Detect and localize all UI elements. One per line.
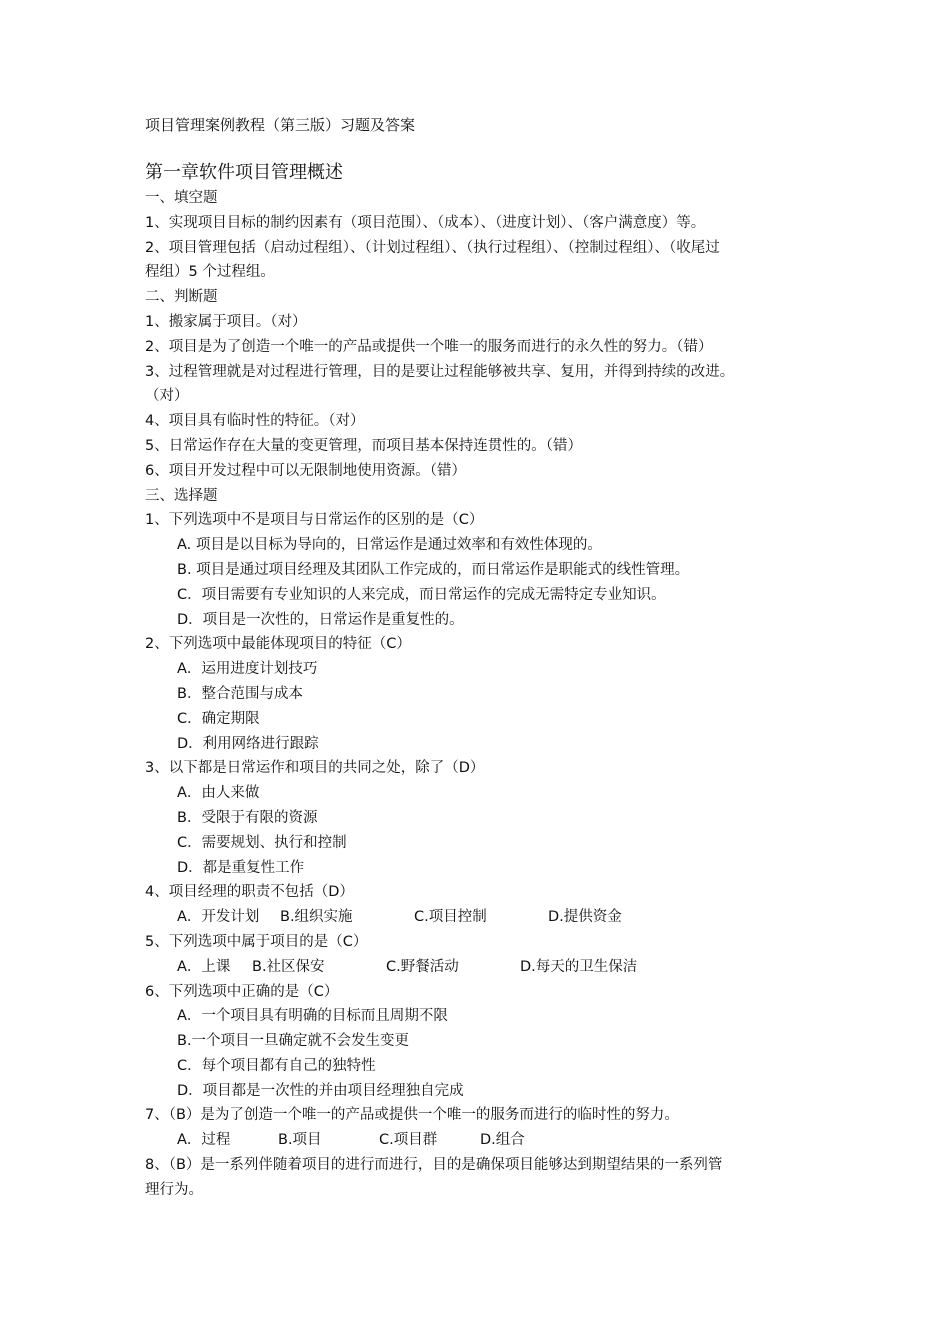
choice-q1-option-c: C．项目需要有专业知识的人来完成，而日常运作的完成无需特定专业知识。 — [177, 586, 666, 603]
choice-q2-option-a: A．运用进度计划技巧 — [177, 661, 318, 678]
choice-q3-option-d: D．都是重复性工作 — [177, 859, 305, 876]
document-title: 项目管理案例教程（第三版）习题及答案 — [145, 116, 416, 134]
choice-q7-stem: 7、（B）是为了创造一个唯一的产品或提供一个唯一的服务而进行的临时性的努力。 — [145, 1107, 679, 1124]
choice-q7-options — [145, 1128, 820, 1153]
choice-q3-option-c: C．需要规划、执行和控制 — [177, 834, 347, 851]
choice-q1-option-d: D．项目是一次性的，日常运作是重复性的。 — [177, 611, 464, 628]
true-false-q1: 1、搬家属于项目。（对） — [145, 313, 307, 330]
choice-q3-option-a: A．由人来做 — [177, 785, 260, 802]
section-heading-fill-blank: 一、填空题 — [145, 190, 218, 206]
choice-q3-option-b: B．受限于有限的资源 — [177, 809, 318, 826]
fill-blank-q2-line2: 程组）5 个过程组。 — [145, 264, 275, 281]
choice-q5-option-d: D.每天的卫生保洁 — [520, 958, 638, 975]
choice-q4-options — [145, 905, 820, 930]
section-heading-true-false: 二、判断题 — [145, 289, 218, 306]
choice-q5-option-b: B.社区保安 — [252, 958, 325, 975]
choice-q5-options — [145, 955, 820, 980]
choice-q2-option-c: C．确定期限 — [177, 710, 260, 727]
choice-q4-option-b: B.组织实施 — [280, 909, 353, 926]
choice-q3-stem: 3、以下都是日常运作和项目的共同之处，除了（D） — [145, 760, 485, 777]
choice-q4-option-d: D.提供资金 — [548, 909, 622, 926]
choice-q4-option-c: C.项目控制 — [414, 909, 487, 926]
choice-q2-option-d: D．利用网络进行跟踪 — [177, 735, 319, 752]
choice-q6-option-d: D．项目都是一次性的并由项目经理独自完成 — [177, 1082, 464, 1099]
choice-q2-option-b: B．整合范围与成本 — [177, 685, 303, 702]
true-false-q6: 6、项目开发过程中可以无限制地使用资源。（错） — [145, 462, 466, 479]
true-false-q3-line1: 3、过程管理就是对过程进行管理，目的是要让过程能够被共享、复用，并得到持续的改进。 — [145, 363, 735, 380]
document-page — [145, 112, 820, 1203]
choice-q5-stem: 5、下列选项中属于项目的是（C） — [145, 933, 368, 950]
choice-q6-option-a: A．一个项目具有明确的目标而且周期不限 — [177, 1008, 448, 1025]
fill-blank-q1: 1、实现项目目标的制约因素有（项目范围）、（成本）、（进度计划）、（客户满意度）等。 — [145, 214, 706, 231]
choice-q7-option-b: B.项目 — [278, 1132, 322, 1149]
choice-q7-option-d: D.组合 — [480, 1132, 525, 1149]
choice-q4-stem: 4、项目经理的职责不包括（D） — [145, 884, 354, 901]
true-false-q3-line2: （对） — [145, 388, 189, 405]
choice-q8-stem-line2: 理行为。 — [145, 1181, 203, 1198]
choice-q6-option-c: C．每个项目都有自己的独特性 — [177, 1057, 376, 1074]
true-false-q4: 4、项目具有临时性的特征。（对） — [145, 413, 365, 430]
choice-q8-stem-line1: 8、（B）是一系列伴随着项目的进行而进行，目的是确保项目能够达到期望结果的一系列管 — [145, 1157, 723, 1174]
choice-q6-option-b: B.一个项目一旦确定就不会发生变更 — [177, 1033, 410, 1050]
section-heading-choice: 三、选择题 — [145, 487, 218, 504]
true-false-q2: 2、项目是为了创造一个唯一的产品或提供一个唯一的服务而进行的永久性的努力。（错） — [145, 338, 713, 355]
choice-q7-option-a: A．过程 — [177, 1132, 231, 1149]
chapter-title: 第一章软件项目管理概述 — [145, 162, 343, 183]
choice-q1-option-a: A. 项目是以目标为导向的，日常运作是通过效率和有效性体现的。 — [177, 537, 602, 554]
choice-q2-stem: 2、下列选项中最能体现项目的特征（C） — [145, 636, 411, 653]
choice-q1-stem: 1、下列选项中不是项目与日常运作的区别的是（C） — [145, 512, 484, 529]
choice-q7-option-c: C.项目群 — [379, 1132, 438, 1149]
choice-q1-option-b: B. 项目是通过项目经理及其团队工作完成的，而日常运作是职能式的线性管理。 — [177, 561, 690, 578]
choice-q4-option-a: A．开发计划 — [177, 909, 260, 926]
true-false-q5: 5、日常运作存在大量的变更管理，而项目基本保持连贯性的。（错） — [145, 437, 582, 454]
choice-q5-option-a: A．上课 — [177, 958, 231, 975]
choice-q6-stem: 6、下列选项中正确的是（C） — [145, 983, 339, 1000]
choice-q5-option-c: C.野餐活动 — [386, 958, 459, 975]
fill-blank-q2-line1: 2、项目管理包括（启动过程组）、（计划过程组）、（执行过程组）、（控制过程组）、（收尾过 — [145, 239, 720, 256]
